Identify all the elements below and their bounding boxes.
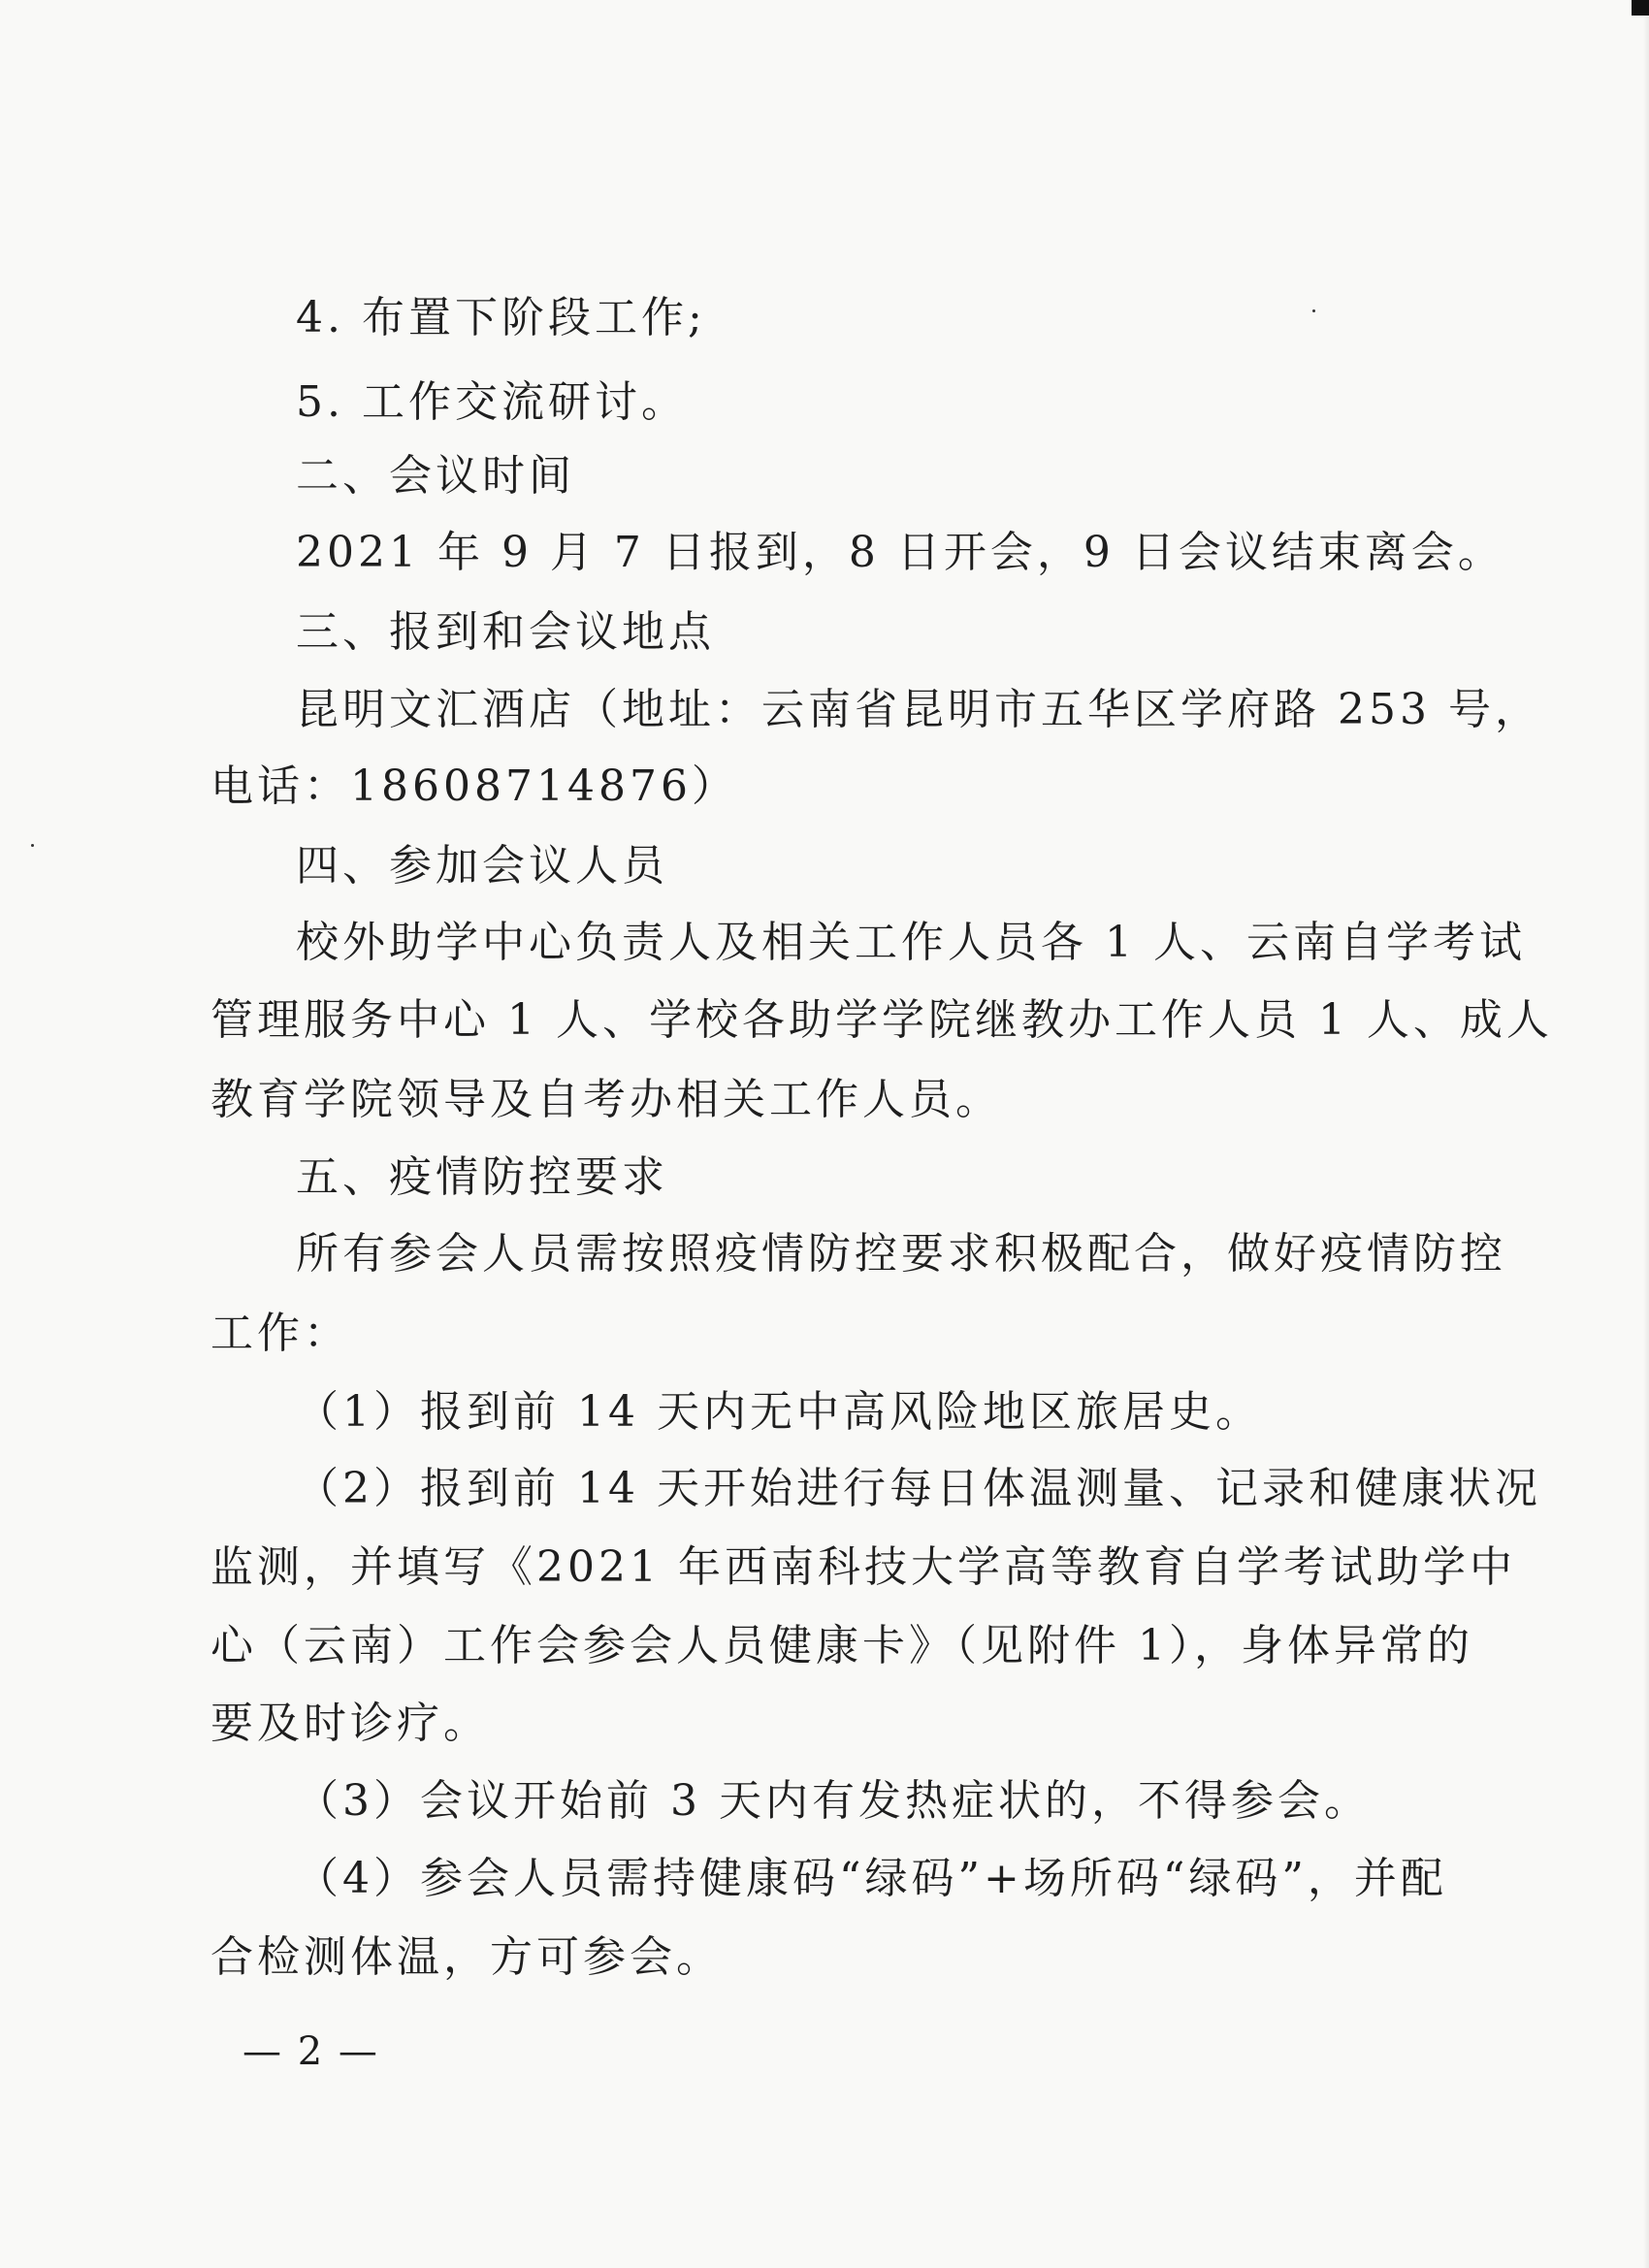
scan-speck (1312, 309, 1315, 312)
section-heading-location: 三、报到和会议地点 (296, 607, 715, 657)
requirement-3: （3）会议开始前 3 天内有发热症状的，不得参会。 (296, 1776, 1371, 1826)
requirement-2-line-2: 监测，并填写《2021 年西南科技大学高等教育自学考试助学中 (210, 1542, 1516, 1592)
attendees-paragraph-line-3: 教育学院领导及自考办相关工作人员。 (210, 1075, 1002, 1124)
location-address-line-1: 昆明文汇酒店（地址：云南省昆明市五华区学府路 253 号， (296, 685, 1541, 734)
requirement-2-line-1: （2）报到前 14 天开始进行每日体温测量、记录和健康状况 (296, 1464, 1541, 1513)
meeting-time-text: 2021 年 9 月 7 日报到，8 日开会，9 日会议结束离会。 (296, 528, 1504, 577)
section-heading-time: 二、会议时间 (296, 451, 575, 501)
requirement-2-line-4: 要及时诊疗。 (210, 1699, 490, 1748)
requirement-4-line-1: （4）参会人员需持健康码“绿码”+场所码“绿码”，并配 (296, 1854, 1447, 1903)
attendees-paragraph-line-1: 校外助学中心负责人及相关工作人员各 1 人、云南自学考试 (296, 918, 1526, 967)
location-address-line-2: 电话：18608714876） (210, 761, 738, 811)
scan-edge-mark (1632, 0, 1649, 16)
scan-speck (31, 844, 34, 847)
agenda-item-5: 5. 工作交流研讨。 (296, 377, 688, 427)
scan-right-shadow (1643, 16, 1649, 2268)
section-heading-epidemic: 五、疫情防控要求 (296, 1152, 668, 1202)
attendees-paragraph-line-2: 管理服务中心 1 人、学校各助学学院继教办工作人员 1 人、成人 (210, 995, 1553, 1045)
agenda-item-4: 4. 布置下阶段工作; (296, 293, 706, 342)
section-heading-attendees: 四、参加会议人员 (296, 841, 668, 891)
page-number-footer: — 2 — (242, 2029, 379, 2074)
requirement-4-line-2: 合检测体温，方可参会。 (210, 1932, 723, 1982)
epidemic-intro-line-2: 工作： (210, 1309, 350, 1358)
epidemic-intro-line-1: 所有参会人员需按照疫情防控要求积极配合，做好疫情防控 (296, 1229, 1506, 1279)
requirement-1: （1）报到前 14 天内无中高风险地区旅居史。 (296, 1387, 1262, 1437)
requirement-2-line-3: 心（云南）工作会参会人员健康卡》（见附件 1），身体异常的 (210, 1621, 1473, 1670)
